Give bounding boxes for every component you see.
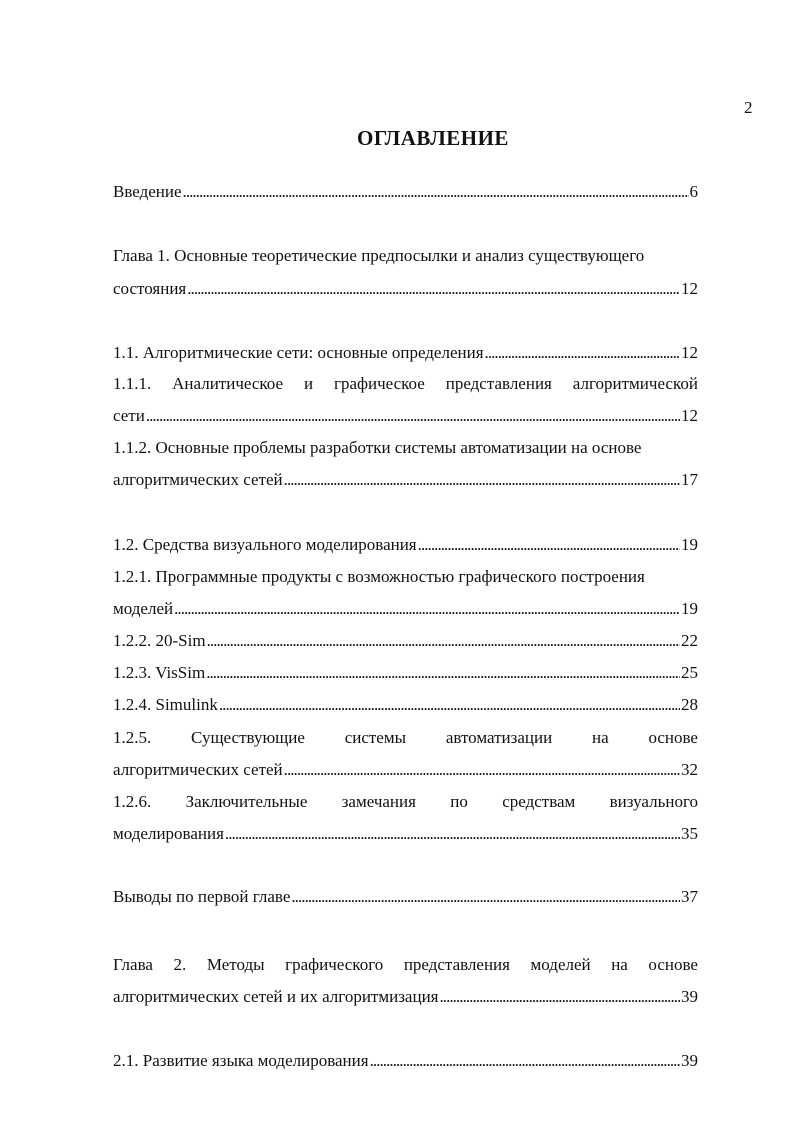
toc-entry-text: алгоритмических сетей xyxy=(113,760,283,779)
toc-entry-page: 6 xyxy=(689,182,698,201)
toc-entry-text: 1.2. Средства визуального моделирования xyxy=(113,535,417,554)
toc-entry-1-2-5-line2[interactable] xyxy=(113,759,698,781)
page-number: 2 xyxy=(744,98,753,117)
toc-word: на xyxy=(591,728,609,747)
toc-entry-1-2[interactable] xyxy=(113,534,698,556)
toc-entry-text: Выводы по первой главе xyxy=(113,887,291,906)
toc-word: автоматизации xyxy=(445,728,553,747)
dot-leader xyxy=(291,886,680,908)
toc-entry-page: 17 xyxy=(681,470,698,489)
toc-entry-1-1-1-line2[interactable] xyxy=(113,405,698,427)
dot-leader xyxy=(418,534,680,556)
toc-entry-page: 12 xyxy=(681,279,698,298)
toc-word: алгоритмической xyxy=(572,374,698,393)
toc-entry-page: 35 xyxy=(681,824,698,843)
toc-entry-text: алгоритмических сетей xyxy=(113,470,283,489)
toc-entry-1-1[interactable] xyxy=(113,342,698,364)
dot-leader xyxy=(206,662,680,684)
toc-entry-chapter-2-line1[interactable] xyxy=(113,954,698,976)
toc-entry-page: 19 xyxy=(681,599,698,618)
toc-word: Глава xyxy=(113,955,153,974)
toc-entry-text: 1.2.4. Simulink xyxy=(113,695,218,714)
toc-entry-chapter-2-line2[interactable] xyxy=(113,986,698,1008)
toc-word: по xyxy=(450,792,468,811)
toc-entry-2-1[interactable] xyxy=(113,1050,698,1072)
toc-entry-page: 32 xyxy=(681,760,698,779)
toc-word: основе xyxy=(648,728,698,747)
toc-entry-chapter-1-line1[interactable] xyxy=(113,245,698,267)
toc-entry-text: Введение xyxy=(113,182,182,201)
toc-entry-page: 19 xyxy=(681,535,698,554)
toc-word: Аналитическое xyxy=(172,374,284,393)
toc-word: 1.1.1. xyxy=(113,374,152,393)
toc-entry-page: 12 xyxy=(681,406,698,425)
dot-leader xyxy=(284,469,680,491)
toc-entry-page: 39 xyxy=(681,1051,698,1070)
toc-entry-text: 1.1.2. Основные проблемы разработки системы автоматизации на основе xyxy=(113,438,642,457)
toc-word: представления xyxy=(403,955,510,974)
toc-entry-conclusions[interactable] xyxy=(113,886,698,908)
toc-entry-page: 12 xyxy=(681,343,698,362)
toc-word: представления xyxy=(445,374,552,393)
dot-leader xyxy=(207,630,680,652)
toc-entry-page: 37 xyxy=(681,887,698,906)
toc-word: 1.2.6. xyxy=(113,792,152,811)
toc-entry-text: сети xyxy=(113,406,145,425)
dot-leader xyxy=(370,1050,680,1072)
toc-entry-text: моделей xyxy=(113,599,174,618)
toc-entry-1-1-2-line2[interactable] xyxy=(113,469,698,491)
dot-leader xyxy=(146,405,680,427)
toc-word: средствам xyxy=(502,792,576,811)
toc-entry-text: алгоритмических сетей и их алгоритмизация xyxy=(113,987,439,1006)
toc-word: и xyxy=(303,374,314,393)
dot-leader xyxy=(485,342,680,364)
toc-word: основе xyxy=(648,955,698,974)
toc-entry-text: 2.1. Развитие языка моделирования xyxy=(113,1051,369,1070)
toc-word: визуального xyxy=(609,792,698,811)
dot-leader xyxy=(225,823,680,845)
toc-word: графическое xyxy=(333,374,425,393)
toc-word: Заключительные xyxy=(185,792,308,811)
toc-entry-text: 1.2.1. Программные продукты с возможностью графического построения xyxy=(113,567,645,586)
toc-entry-1-2-1-line2[interactable] xyxy=(113,598,698,620)
toc-word: Методы xyxy=(206,955,265,974)
toc-entry-intro[interactable] xyxy=(113,181,698,203)
page-title: ОГЛАВЛЕНИЕ xyxy=(357,126,509,150)
toc-entry-text: 1.2.2. 20-Sim xyxy=(113,631,206,650)
toc-entry-1-2-5-line1[interactable] xyxy=(113,727,698,749)
toc-entry-1-1-2-line1[interactable] xyxy=(113,437,698,459)
toc-word: графического xyxy=(285,955,384,974)
toc-entry-text: 1.2.3. VisSim xyxy=(113,663,206,682)
toc-word: моделей xyxy=(530,955,591,974)
dot-leader xyxy=(219,694,680,716)
toc-entry-page: 28 xyxy=(681,695,698,714)
toc-entry-page: 22 xyxy=(681,631,698,650)
toc-entry-1-2-1-line1[interactable] xyxy=(113,566,698,588)
toc-entry-1-2-6-line1[interactable] xyxy=(113,791,698,813)
toc-word: 2. xyxy=(173,955,187,974)
toc-entry-1-2-4[interactable] xyxy=(113,694,698,716)
toc-entry-text: 1.1. Алгоритмические сети: основные определения xyxy=(113,343,484,362)
toc-entry-page: 39 xyxy=(681,987,698,1006)
toc-word: на xyxy=(611,955,628,974)
toc-word: системы xyxy=(344,728,407,747)
toc-entry-1-2-2[interactable] xyxy=(113,630,698,652)
toc-word: 1.2.5. xyxy=(113,728,152,747)
dot-leader xyxy=(284,759,680,781)
toc-word: замечания xyxy=(341,792,416,811)
dot-leader xyxy=(174,598,680,620)
toc-entry-1-1-1-line1[interactable] xyxy=(113,373,698,395)
toc-entry-text: Глава 1. Основные теоретические предпосылки и анализ существующего xyxy=(113,246,645,265)
toc-word: Существующие xyxy=(191,728,305,747)
dot-leader xyxy=(183,181,689,203)
dot-leader xyxy=(439,986,680,1008)
toc-entry-1-2-3[interactable] xyxy=(113,662,698,684)
toc-entry-text: состояния xyxy=(113,279,187,298)
dot-leader xyxy=(187,278,680,300)
toc-entry-text: моделирования xyxy=(113,824,224,843)
toc-entry-1-2-6-line2[interactable] xyxy=(113,823,698,845)
toc-entry-page: 25 xyxy=(681,663,698,682)
toc-entry-chapter-1-line2[interactable] xyxy=(113,278,698,300)
